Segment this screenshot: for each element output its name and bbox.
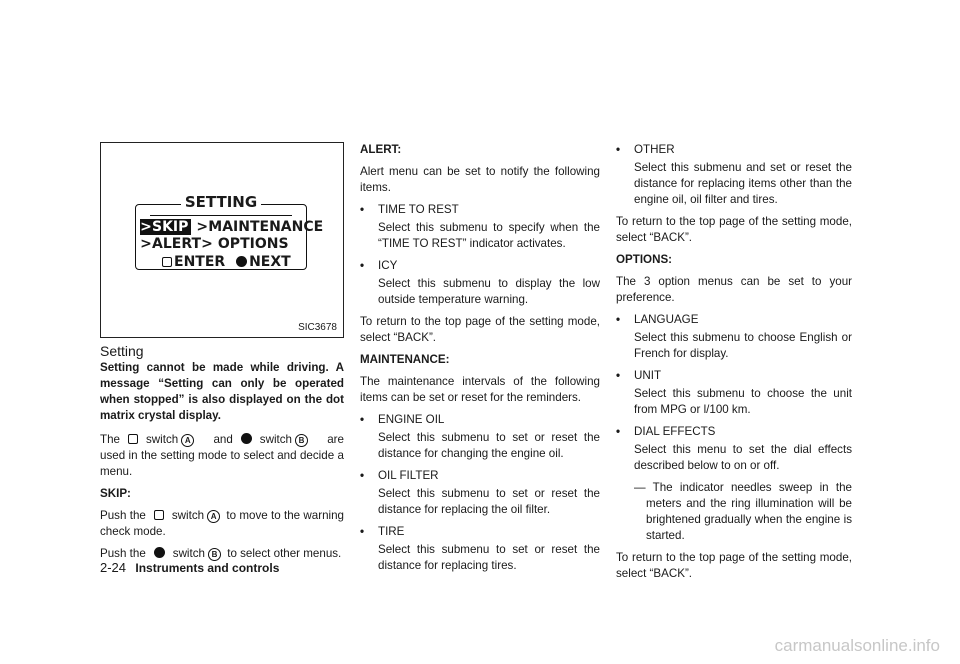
- bullet: •: [360, 413, 365, 426]
- page-footer: [100, 560, 279, 575]
- chevron-right-icon: >: [140, 219, 152, 235]
- list-item: • OIL FILTER: [360, 469, 439, 482]
- lcd-display: [135, 193, 324, 270]
- skip-heading: SKIP:: [100, 487, 131, 500]
- next-switch-icon: [241, 433, 252, 444]
- list-item-desc: Select this submenu to choose English or French for display.: [634, 331, 852, 360]
- watermark: carmanualsonline.info: [774, 636, 940, 655]
- enter-switch-icon: [162, 257, 172, 267]
- options-intro: The 3 option menus can be set to your preference.: [616, 275, 852, 304]
- lcd-enter: ENTER: [174, 254, 226, 270]
- list-item-desc: Select this submenu to set or reset the distance for changing the engine oil.: [378, 431, 600, 460]
- list-item-desc: Select this submenu to specify when the “TIME TO REST” indicator activates.: [378, 221, 600, 250]
- lcd-row-1: [140, 219, 323, 235]
- list-item-desc: Select this submenu to set or reset the distance for replacing the oil filter.: [378, 487, 600, 516]
- maintenance-return: To return to the top page of the setting mode, select “BACK”.: [616, 215, 852, 244]
- skip-paragraph-2: Push the switch B to select other menus.: [100, 547, 342, 560]
- lcd-figure: [100, 142, 344, 338]
- bullet: •: [616, 143, 621, 156]
- bullet: •: [360, 525, 365, 538]
- bullet: •: [360, 203, 365, 216]
- bullet: •: [360, 259, 365, 272]
- list-item-desc: Select this submenu to display the low outside temperature warning.: [378, 277, 600, 306]
- next-switch-icon: [154, 547, 165, 558]
- list-item: • LANGUAGE: [616, 313, 699, 326]
- list-item-desc: Select this submenu to choose the unit from MPG or l/100 km.: [634, 387, 852, 416]
- bullet: •: [616, 425, 621, 438]
- lcd-alert: ALERT: [152, 236, 202, 252]
- lcd-maintenance: MAINTENANCE: [208, 219, 324, 235]
- options-heading: OPTIONS:: [616, 253, 673, 266]
- lcd-row-2: [140, 236, 289, 252]
- maintenance-intro: The maintenance intervals of the following items can be set or reset for the reminders.: [360, 375, 600, 404]
- circle-b-icon: B: [208, 548, 221, 561]
- maintenance-heading: MAINTENANCE:: [360, 353, 450, 366]
- list-item: • TIRE: [360, 525, 405, 538]
- column-3: [616, 142, 852, 588]
- dash-item: — The indicator needles sweep in the meters and the ring illumination will be brightened gradually when the engine is started.: [634, 481, 852, 542]
- alert-return: To return to the top page of the setting mode, select “BACK”.: [360, 315, 600, 344]
- list-item: • TIME TO REST: [360, 203, 459, 216]
- circle-b-icon: B: [295, 434, 308, 447]
- options-return: To return to the top page of the setting mode, select “BACK”.: [616, 551, 852, 580]
- footer-section: Instruments and controls: [135, 561, 280, 575]
- setting-paragraph: The switch A and switch B are used in the setting mode to select and decide a menu.: [100, 433, 344, 478]
- lcd-selected-item: >SKIP: [140, 219, 191, 235]
- chevron-right-icon: >: [196, 219, 209, 235]
- lcd-options: OPTIONS: [217, 236, 289, 252]
- page-number: 2-24: [100, 560, 127, 575]
- next-switch-icon: [236, 256, 247, 267]
- enter-switch-icon: [128, 434, 138, 444]
- bullet: •: [360, 469, 365, 482]
- lcd-title-rule: [150, 215, 292, 216]
- setting-intro: Setting cannot be made while driving. A message “Setting can only be operated when stopped” is also displayed on the dot matrix crystal display.: [100, 361, 344, 422]
- skip-paragraph-1: Push the switch A to move to the warning check mode.: [100, 509, 345, 538]
- lcd-next: NEXT: [249, 254, 291, 270]
- list-item: • UNIT: [616, 369, 662, 382]
- alert-heading: ALERT:: [360, 143, 402, 156]
- list-item-desc: Select this submenu to set or reset the distance for replacing tires.: [378, 543, 600, 572]
- list-item: • ICY: [360, 259, 398, 272]
- circle-a-icon: A: [181, 434, 194, 447]
- chevron-right-icon: >: [140, 236, 152, 252]
- list-item: • DIAL EFFECTS: [616, 425, 716, 438]
- bullet: •: [616, 369, 621, 382]
- alert-intro: Alert menu can be set to notify the following items.: [360, 165, 600, 194]
- lcd-row-3: [162, 254, 291, 270]
- enter-switch-icon: [154, 510, 164, 520]
- column-2: [360, 142, 600, 580]
- circle-a-icon: A: [207, 510, 220, 523]
- lcd-title: SETTING: [136, 193, 306, 211]
- column-1: [100, 360, 344, 568]
- list-item-desc: Select this submenu and set or reset the distance for replacing items other than the engine oil, oil filter and tires.: [634, 161, 852, 206]
- chevron-right-icon: >: [201, 236, 213, 252]
- bullet: •: [616, 313, 621, 326]
- section-title: Setting: [100, 343, 144, 359]
- figure-code: SIC3678: [298, 322, 337, 333]
- list-item-desc: Select this menu to set the dial effects described below to on or off.: [634, 443, 852, 472]
- list-item: • ENGINE OIL: [360, 413, 445, 426]
- list-item: • OTHER: [616, 143, 675, 156]
